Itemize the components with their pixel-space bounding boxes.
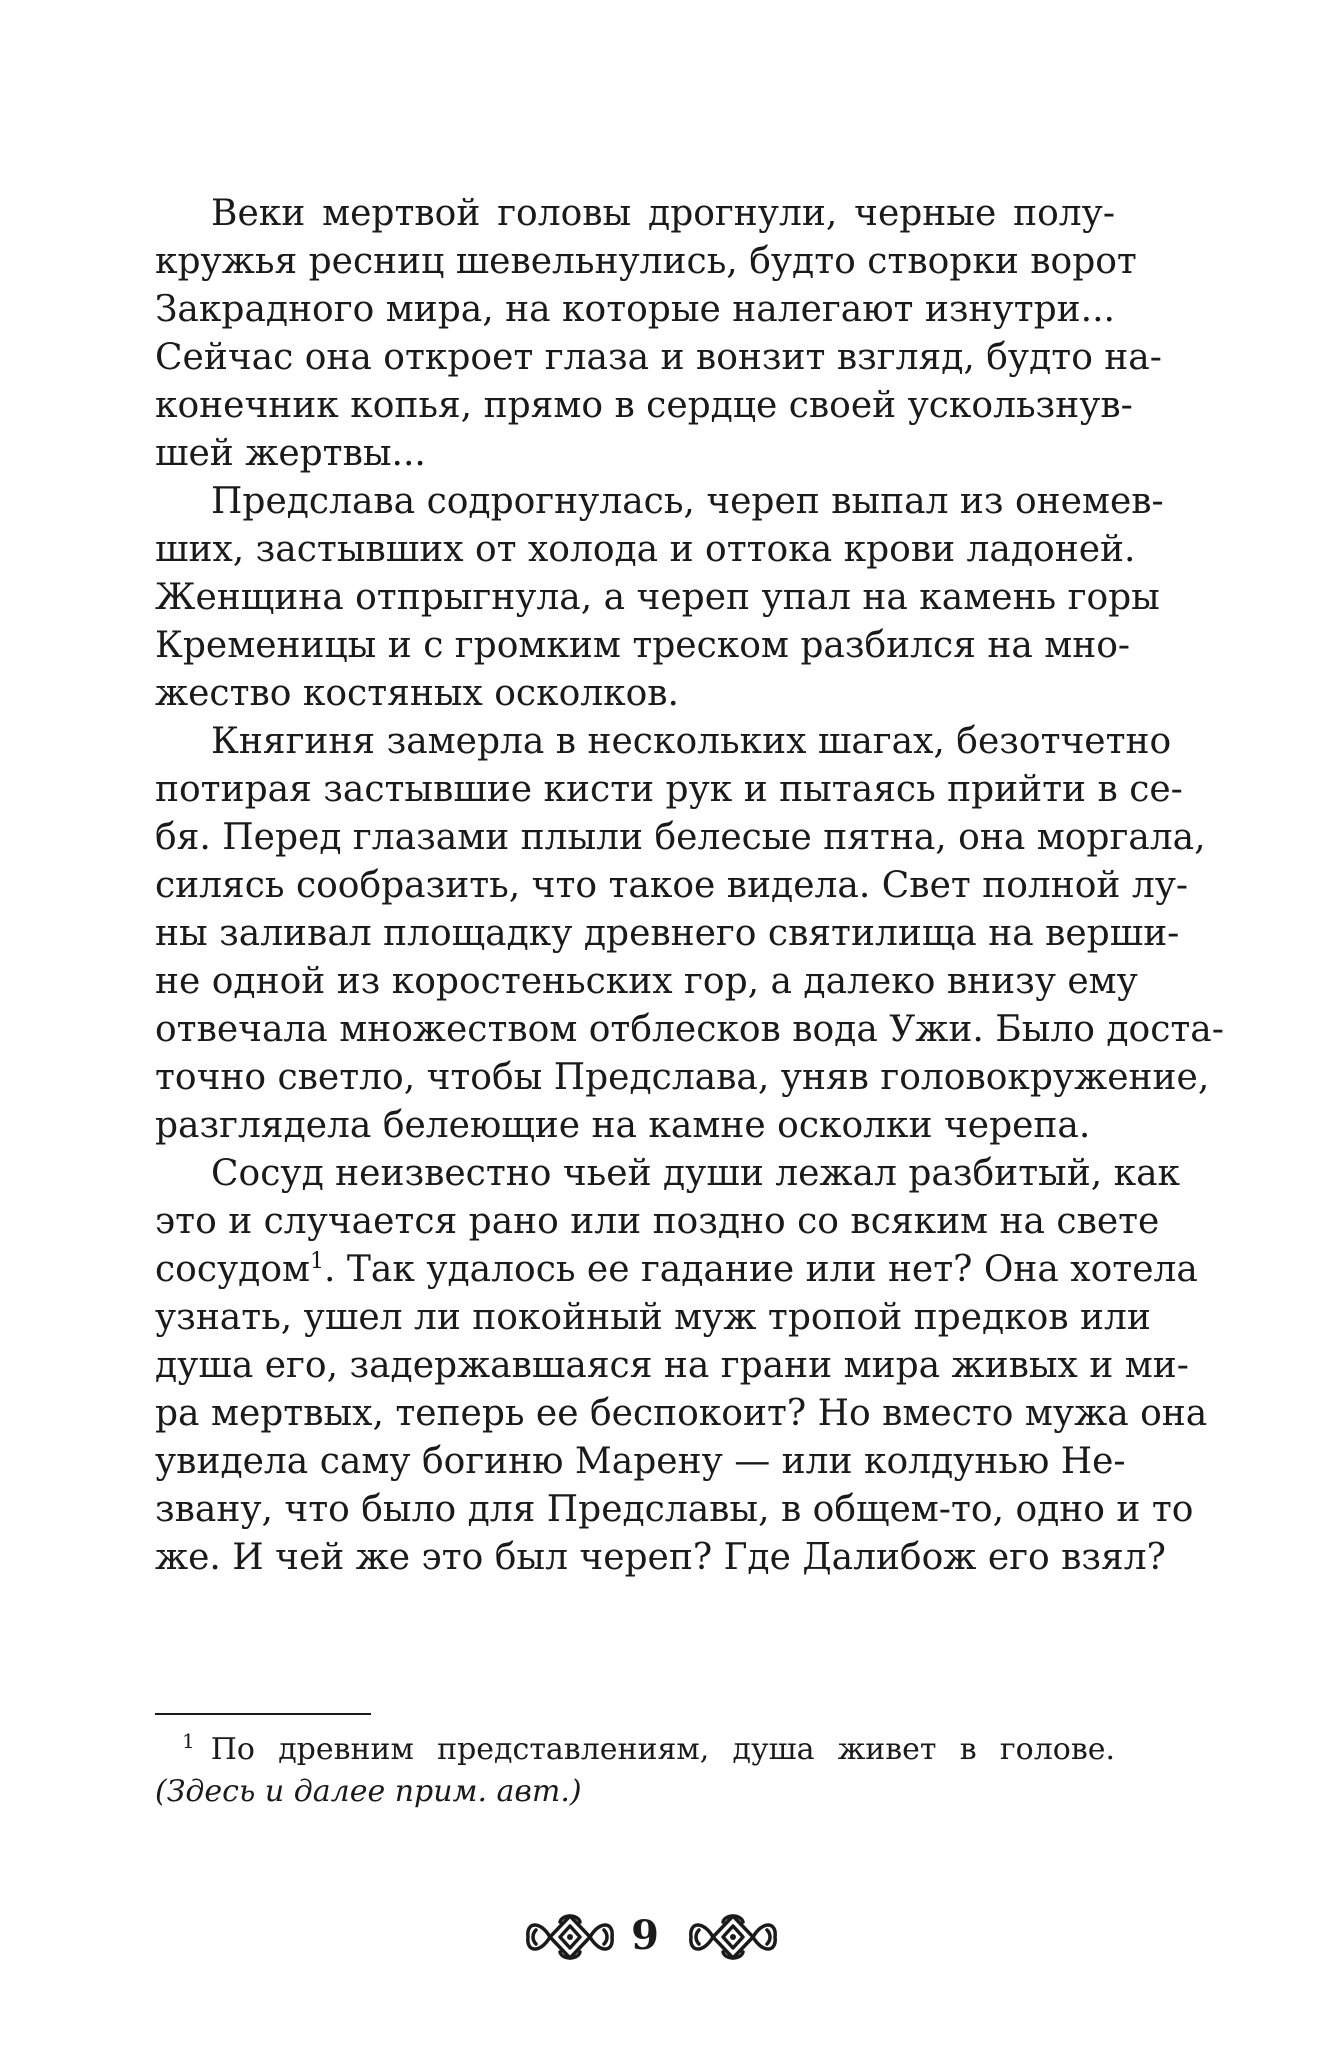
footnote-note: (Здесь и далее прим. авт.) xyxy=(155,1774,582,1809)
text-line: Предслава содрогнулась, череп выпал из онемев- xyxy=(211,481,1164,522)
text-line: ны заливал площадку древнего святилища на верши- xyxy=(155,913,1180,954)
text-line: Сейчас она откроет глаза и вонзит взгляд, будто на- xyxy=(155,337,1162,378)
text-line: отвечала множеством отблесков вода Ужи. Было доста- xyxy=(155,1009,1224,1050)
text-fragment: . Так удалось ее гадание или нет? Она хотела xyxy=(324,1249,1198,1290)
text-line: это и случается рано или поздно со всяким на свете xyxy=(155,1201,1160,1242)
text-line: душа его, задержавшаяся на грани мира живых и ми- xyxy=(155,1345,1189,1386)
text-line: Женщина отпрыгнула, а череп упал на камень горы xyxy=(155,577,1160,618)
text-line: бя. Перед глазами плыли белесые пятна, она моргала, xyxy=(155,817,1206,858)
footnote-text xyxy=(182,1730,1115,1770)
text-line: точно светло, чтобы Предслава, уняв головокружение, xyxy=(155,1057,1210,1098)
page-footer xyxy=(0,1908,1323,1968)
text-line: шей жертвы... xyxy=(155,433,426,474)
text-line: звану, что было для Предславы, в общем-то, одно и то xyxy=(155,1489,1194,1530)
text-line: же. И чей же это был череп? Где Далибож его взял? xyxy=(155,1537,1166,1578)
text-line: ших, застывших от холода и оттока крови ладоней. xyxy=(155,529,1136,570)
text-line: узнать, ушел ли покойный муж тропой предков или xyxy=(155,1297,1151,1338)
footnote-divider xyxy=(155,1713,371,1715)
footnote-body: По древним представлениям, душа живет в голове. xyxy=(210,1732,1115,1767)
text-line: не одной из коростеньских гор, а далеко внизу ему xyxy=(155,961,1138,1002)
knot-ornament-icon xyxy=(683,1908,783,1966)
text-line: Веки мертвой головы дрогнули, черные полу- xyxy=(211,193,1115,234)
text-line: кружья ресниц шевельнулись, будто створки ворот xyxy=(155,241,1137,282)
text-line: жество костяных осколков. xyxy=(155,673,680,714)
footnote-number: 1 xyxy=(182,1729,195,1753)
text-line xyxy=(155,1246,1198,1294)
page-number: 9 xyxy=(631,1912,659,1959)
text-line: разглядела белеющие на камне осколки черепа. xyxy=(155,1105,1091,1146)
text-line: увидела саму богиню Марену — или колдунью Не- xyxy=(155,1441,1126,1482)
text-fragment: сосудом xyxy=(155,1249,311,1290)
text-line: Закрадного мира, на которые налегают изнутри... xyxy=(155,289,1115,330)
footnote-marker: 1 xyxy=(310,1249,325,1274)
text-line: ра мертвых, теперь ее беспокоит? Но вместо мужа она xyxy=(155,1393,1208,1434)
text-line: Сосуд неизвестно чьей души лежал разбитый, как xyxy=(211,1153,1181,1194)
text-line: конечник копья, прямо в сердце своей ускользнув- xyxy=(155,385,1133,426)
text-line: Княгиня замерла в нескольких шагах, безотчетно xyxy=(211,721,1172,762)
knot-ornament-icon xyxy=(520,1908,620,1966)
text-line: Кременицы и с громким треском разбился на мно- xyxy=(155,625,1131,666)
text-line: силясь сообразить, что такое видела. Свет полной лу- xyxy=(155,865,1189,906)
text-line: потирая застывшие кисти рук и пытаясь прийти в се- xyxy=(155,769,1183,810)
